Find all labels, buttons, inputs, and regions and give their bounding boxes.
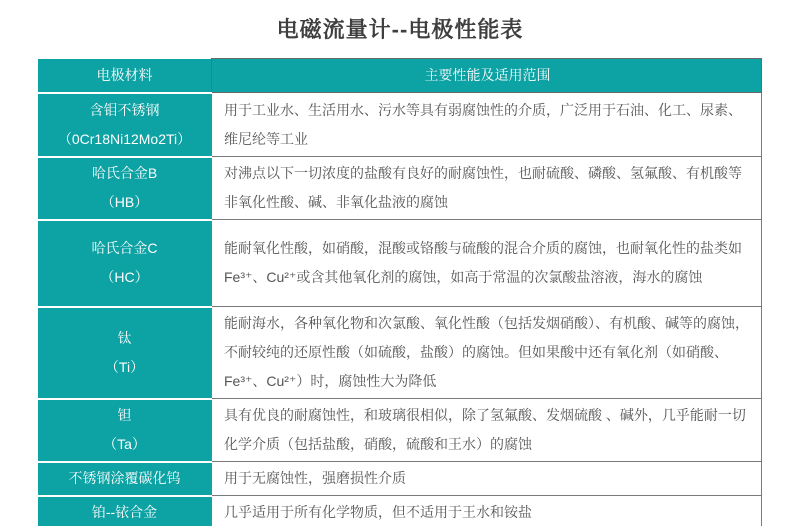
table-row — [38, 307, 762, 399]
material-cell — [38, 399, 212, 462]
material-cell — [38, 157, 212, 220]
table-row — [38, 496, 762, 526]
material-cell — [38, 93, 212, 157]
material-code: （HB） — [100, 194, 149, 210]
table-row — [38, 93, 762, 157]
material-name: 铂--铱合金 — [91, 504, 158, 520]
table-row — [38, 157, 762, 220]
description-cell: 能耐氧化性酸，如硝酸，混酸或铬酸与硫酸的混合介质的腐蚀，也耐氧化性的盐类如Fe³⁺、Cu²⁺或含其他氧化剂的腐蚀，如高于常温的次氯酸盐溶液，海水的腐蚀 — [212, 220, 762, 307]
description-cell: 几乎适用于所有化学物质，但不适用于王水和铵盐 — [212, 496, 762, 526]
description-cell: 用于工业水、生活用水、污水等具有弱腐蚀性的介质，广泛用于石油、化工、尿素、维尼纶等工业 — [212, 93, 762, 157]
description-cell: 对沸点以下一切浓度的盐酸有良好的耐腐蚀性，也耐硫酸、磷酸、氢氟酸、有机酸等非氧化性酸、碱、非氧化盐液的腐蚀 — [212, 157, 762, 220]
material-name: 哈氏合金C — [91, 240, 158, 256]
material-code: （0Cr18Ni12Mo2Ti） — [57, 130, 192, 147]
material-code: （Ta） — [103, 436, 146, 452]
description-cell: 能耐海水，各种氧化物和次氯酸、氧化性酸（包括发烟硝酸）、有机酸、碱等的腐蚀，不耐较纯的还原性酸（如硫酸，盐酸）的腐蚀。但如果酸中还有氧化剂（如硝酸、Fe³⁺、Cu²⁺）时，腐蚀性大为降低 — [212, 307, 762, 399]
description-cell: 具有优良的耐腐蚀性，和玻璃很相似，除了氢氟酸、发烟硫酸 、碱外，几乎能耐一切化学介质（包括盐酸，硝酸，硫酸和王水）的腐蚀 — [212, 399, 762, 462]
table-row — [38, 220, 762, 307]
material-cell — [38, 220, 212, 307]
electrode-performance-table — [38, 58, 762, 526]
material-name: 哈氏合金B — [91, 165, 158, 181]
material-code: （HC） — [100, 269, 149, 285]
material-name: 含钼不锈钢 — [89, 101, 160, 118]
material-cell — [38, 462, 212, 496]
material-cell — [38, 496, 212, 526]
material-name: 钛 — [117, 329, 132, 346]
material-cell — [38, 307, 212, 399]
table-header-row — [38, 59, 762, 93]
material-name: 钽 — [117, 407, 132, 423]
column-header-material: 电极材料 — [38, 59, 212, 93]
material-name: 不锈钢涂覆碳化钨 — [68, 470, 181, 486]
table-row — [38, 399, 762, 462]
description-cell: 用于无腐蚀性，强磨损性介质 — [212, 462, 762, 496]
table-row — [38, 462, 762, 496]
material-code: （Ti） — [104, 358, 145, 375]
page-title: 电磁流量计--电极性能表 — [276, 17, 524, 42]
column-header-performance: 主要性能及适用范围 — [212, 59, 762, 93]
